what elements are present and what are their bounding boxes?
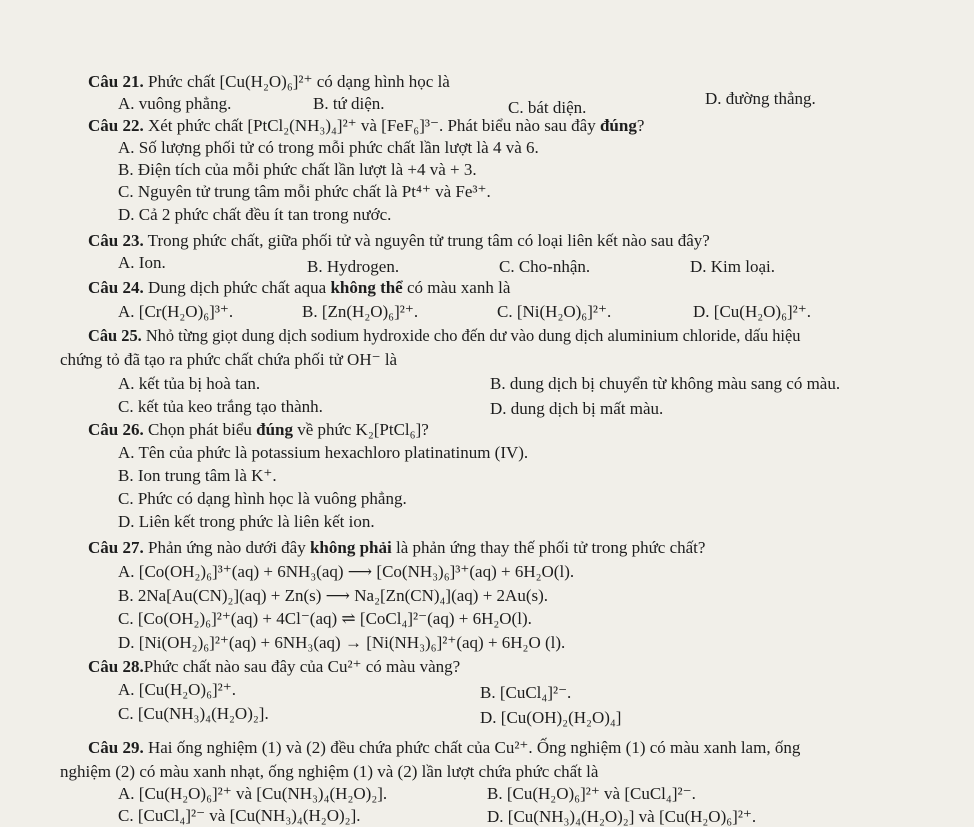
q24-option-a: A. [Cr(H₂O)₆]³⁺. (118, 302, 234, 321)
question-24-end: có màu xanh là (402, 278, 511, 297)
question-23-number: Câu 23. (88, 231, 144, 250)
question-29-stem (88, 738, 800, 758)
question-28-stem (88, 657, 460, 677)
q21-option-a: A. vuông phẳng. (118, 94, 232, 113)
q22-option-a: A. Số lượng phối tử có trong mỗi phức chất lần lượt là 4 và 6. (118, 138, 539, 157)
q23-option-d: D. Kim loại. (690, 257, 775, 276)
q26-option-b: B. Ion trung tâm là K⁺. (118, 466, 277, 485)
question-29-stem-line2: nghiệm (2) có màu xanh nhạt, ống nghiệm (1) và (2) lần lượt chứa phức chất là (60, 762, 599, 781)
q24-option-c: C. [Ni(H₂O)₆]²⁺. (497, 302, 612, 321)
question-24-number: Câu 24. (88, 278, 144, 297)
question-27-text: Phản ứng nào dưới đây (143, 538, 310, 557)
question-25-number: Câu 25. (88, 326, 142, 345)
q21-option-c: C. bát diện. (508, 98, 587, 117)
question-26-text: Chọn phát biểu (143, 420, 257, 439)
q25-option-b: B. dung dịch bị chuyển từ không màu sang có màu. (490, 374, 841, 393)
question-21-number: Câu 21. (88, 72, 144, 91)
question-24-stem (88, 278, 510, 298)
question-28-number: Câu 28. (88, 657, 144, 676)
q28-option-c: C. [Cu(NH₃)₄(H₂O)₂]. (118, 704, 269, 723)
question-26-end: về phức K₂[PtCl₆]? (293, 420, 429, 439)
question-27-number: Câu 27. (88, 538, 144, 557)
question-25-stem (88, 326, 800, 346)
question-23-stem (88, 231, 710, 251)
q28-option-a: A. [Cu(H₂O)₆]²⁺. (118, 680, 236, 699)
question-22-stem (88, 116, 644, 136)
q25-option-d: D. dung dịch bị mất màu. (490, 399, 664, 418)
q26-option-a: A. Tên của phức là potassium hexachloro platinatinum (IV). (118, 443, 529, 462)
question-23-text: Trong phức chất, giữa phối tử và nguyên tử trung tâm có loại liên kết nào sau đây? (143, 231, 710, 250)
question-24-text: Dung dịch phức chất aqua (143, 278, 331, 297)
q25-option-a: A. kết tủa bị hoà tan. (118, 374, 261, 393)
question-27-end: là phản ứng thay thế phối tử trong phức chất? (391, 538, 706, 557)
question-29-text: Hai ống nghiệm (1) và (2) đều chứa phức chất của Cu²⁺. Ống nghiệm (1) có màu xanh lam, ống (143, 738, 801, 757)
q22-option-c: C. Nguyên tử trung tâm mỗi phức chất là Pt⁴⁺ và Fe³⁺. (118, 182, 491, 201)
question-26-emphasis: đúng (256, 420, 293, 439)
q29-option-a: A. [Cu(H₂O)₆]²⁺ và [Cu(NH₃)₄(H₂O)₂]. (118, 784, 388, 803)
q25-option-c: C. kết tủa keo trắng tạo thành. (118, 397, 323, 416)
question-27-emphasis: không phải (309, 538, 392, 557)
question-25-text: Nhỏ từng giọt dung dịch sodium hydroxide cho đến dư vào dung dịch aluminium chloride, dấu hiệu (141, 326, 801, 345)
q24-option-d: D. [Cu(H₂O)₆]²⁺. (693, 302, 811, 321)
q29-option-d: D. [Cu(NH₃)₄(H₂O)₂] và [Cu(H₂O)₆]²⁺. (487, 807, 757, 826)
q28-option-b: B. [CuCl₄]²⁻. (480, 683, 572, 702)
q29-option-b: B. [Cu(H₂O)₆]²⁺ và [CuCl₄]²⁻. (487, 784, 696, 803)
q21-option-b: B. tứ diện. (313, 94, 385, 113)
q26-option-d: D. Liên kết trong phức là liên kết ion. (118, 512, 375, 531)
q27-option-c: C. [Co(OH₂)₆]²⁺(aq) + 4Cl⁻(aq) ⇌ [CoCl₄]²⁻(aq) + 6H₂O(l). (118, 609, 532, 628)
question-26-stem (88, 420, 429, 440)
q23-option-c: C. Cho-nhận. (499, 257, 591, 276)
question-29-number: Câu 29. (88, 738, 144, 757)
q27-option-d: D. [Ni(OH₂)₆]²⁺(aq) + 6NH₃(aq) → [Ni(NH₃)₆]²⁺(aq) + 6H₂O (l). (118, 633, 566, 652)
q27-option-a: A. [Co(OH₂)₆]³⁺(aq) + 6NH₃(aq) ⟶ [Co(NH₃)₆]³⁺(aq) + 6H₂O(l). (118, 562, 575, 581)
question-21-stem (88, 72, 450, 92)
q23-option-b: B. Hydrogen. (307, 257, 400, 276)
q29-option-c: C. [CuCl₄]²⁻ và [Cu(NH₃)₄(H₂O)₂]. (118, 806, 361, 825)
question-22-text: Xét phức chất [PtCl₂(NH₃)₄]²⁺ và [FeF₆]³⁻. Phát biểu nào sau đây (143, 116, 600, 135)
question-24-emphasis: không thể (330, 278, 403, 297)
question-22-end: ? (636, 116, 645, 135)
question-22-number: Câu 22. (88, 116, 144, 135)
q26-option-c: C. Phức có dạng hình học là vuông phẳng. (118, 489, 407, 508)
q21-option-d: D. đường thẳng. (705, 89, 816, 108)
question-26-number: Câu 26. (88, 420, 144, 439)
q24-option-b: B. [Zn(H₂O)₆]²⁺. (302, 302, 419, 321)
question-21-text: Phức chất [Cu(H₂O)₆]²⁺ có dạng hình học là (143, 72, 450, 91)
q28-option-d: D. [Cu(OH)₂(H₂O)₄] (480, 708, 622, 727)
q23-option-a: A. Ion. (118, 253, 166, 272)
q22-option-b: B. Điện tích của mỗi phức chất lần lượt là +4 và + 3. (118, 160, 477, 179)
question-22-emphasis: đúng (599, 116, 637, 135)
q22-option-d: D. Cả 2 phức chất đều ít tan trong nước. (118, 205, 392, 224)
question-28-text: Phức chất nào sau đây của Cu²⁺ có màu vàng? (143, 657, 461, 676)
question-25-stem-line2: chứng tỏ đã tạo ra phức chất chứa phối tử OH⁻ là (60, 350, 398, 369)
question-27-stem (88, 538, 705, 558)
q27-option-b: B. 2Na[Au(CN)₂](aq) + Zn(s) ⟶ Na₂[Zn(CN)₄](aq) + 2Au(s). (118, 586, 549, 605)
